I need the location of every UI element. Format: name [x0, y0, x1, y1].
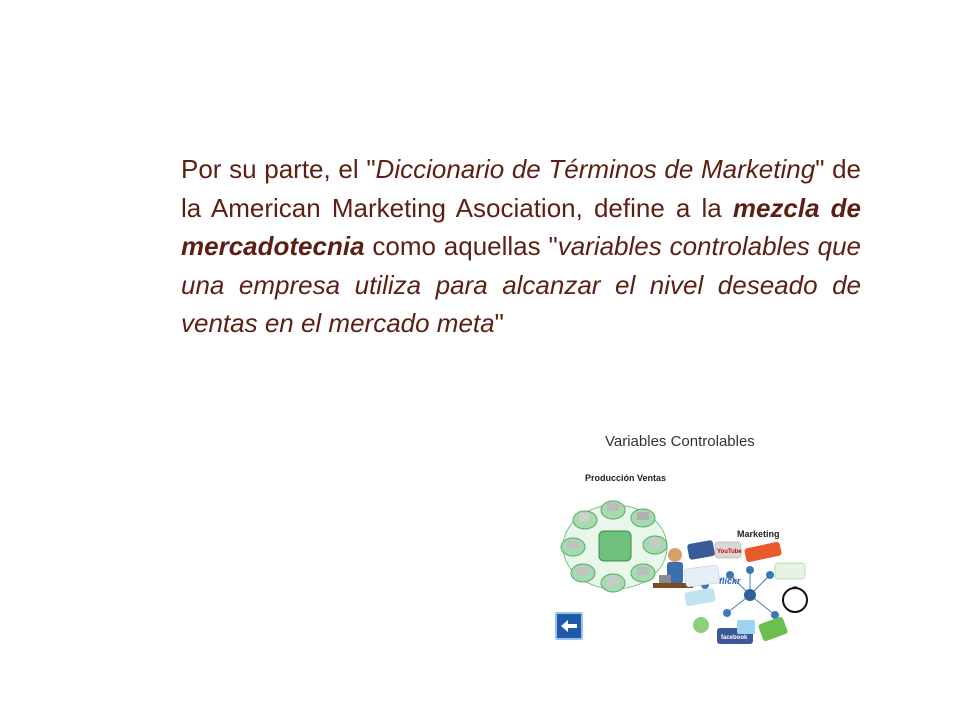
illustration-graphic — [555, 425, 815, 660]
dictionary-title: Diccionario de Términos de Marketing — [375, 154, 816, 184]
illustration-title: Variables Controlables — [605, 433, 755, 450]
definition-paragraph — [181, 150, 861, 343]
marketing-mix-term: mezcla de mercadotecnia — [181, 192, 861, 261]
production-sales-label: Producción Ventas — [585, 473, 667, 483]
facebook-label: facebook — [721, 635, 748, 641]
left-arrow-icon — [557, 614, 581, 638]
flickr-label: flickr — [719, 576, 741, 586]
paragraph-text-3: " de la American Marketing Asociation, define a la — [181, 154, 862, 223]
paragraph-text-5: como aquellas " — [364, 231, 558, 261]
paragraph-text-7: " — [494, 308, 504, 338]
definition-quote: variables controlables que una empresa utiliza para alcanzar el nivel deseado de ventas en el mercado meta — [181, 231, 861, 338]
back-button[interactable] — [555, 612, 583, 640]
paragraph-text-1: Por su parte, el " — [181, 154, 376, 184]
marketing-label: Marketing — [737, 529, 780, 539]
youtube-label: YouTube — [717, 549, 742, 555]
production-cloud — [561, 501, 667, 592]
controllable-variables-illustration — [555, 425, 815, 660]
